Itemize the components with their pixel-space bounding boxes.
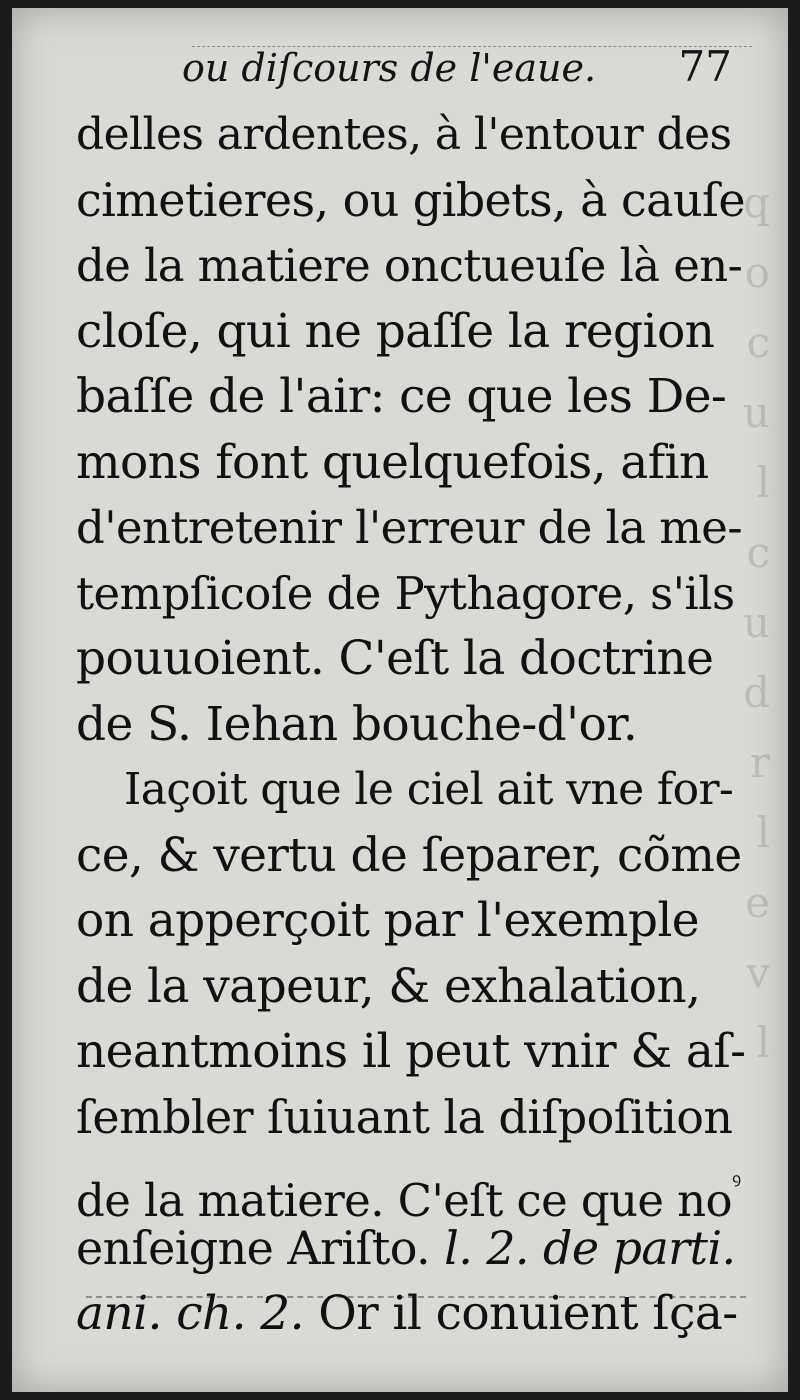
text-line-content: enſeigne Ariſto. [76,1220,431,1275]
text-line: baſſe de l'air: ce que les De- [76,369,727,424]
citation-reference: ani. ch. 2. [76,1286,304,1341]
text-line: ce, & vertu de ſeparer, cõme [76,827,742,883]
text-line-content: Or il conuient ſça- [318,1286,738,1341]
paragraph-start-line: Iaçoit que le ciel ait vne for- [124,764,734,815]
text-line [76,1150,746,1227]
abbreviation-mark: ꝰ [732,1168,741,1196]
page-header [182,38,742,98]
text-line-content: de la matiere. C'eſt ce que no [76,1174,733,1227]
text-line: de la vapeur, & exhalation, [76,958,701,1014]
text-line [76,1216,746,1282]
text-line: tempſicoſe de Pythagore, s'ils [76,566,735,620]
text-line [76,1281,746,1347]
text-line: delles ardentes, à l'entour des [76,109,732,160]
bottom-rule [86,1296,746,1298]
text-line: de la matiere onctueuſe là en- [76,239,743,292]
book-page [12,8,788,1392]
text-line: cloſe, qui ne paſſe la region [76,303,715,359]
text-line: d'entretenir l'erreur de la me- [76,501,742,554]
citation-reference: l. 2. de parti. [444,1220,736,1275]
text-line: de S. Iehan bouche-d'or. [76,696,638,752]
text-line: ſembler ſuiuant la diſpoſition [76,1089,733,1144]
show-through-text: q o c u l c u d r l e v l [742,178,770,1067]
text-line: pouuoient. C'eſt la doctrine [76,631,714,686]
running-head: ou diſcours de l'eaue. [182,46,597,90]
text-line: on apperçoit par l'exemple [76,893,699,948]
text-line: cimetieres, ou gibets, à cauſe [76,172,746,227]
page-number: 77 [678,42,732,91]
text-line: mons font quelquefois, afin [76,434,709,490]
body-text [76,102,746,1347]
text-line: neantmoins il peut vnir & aſ- [76,1024,746,1079]
